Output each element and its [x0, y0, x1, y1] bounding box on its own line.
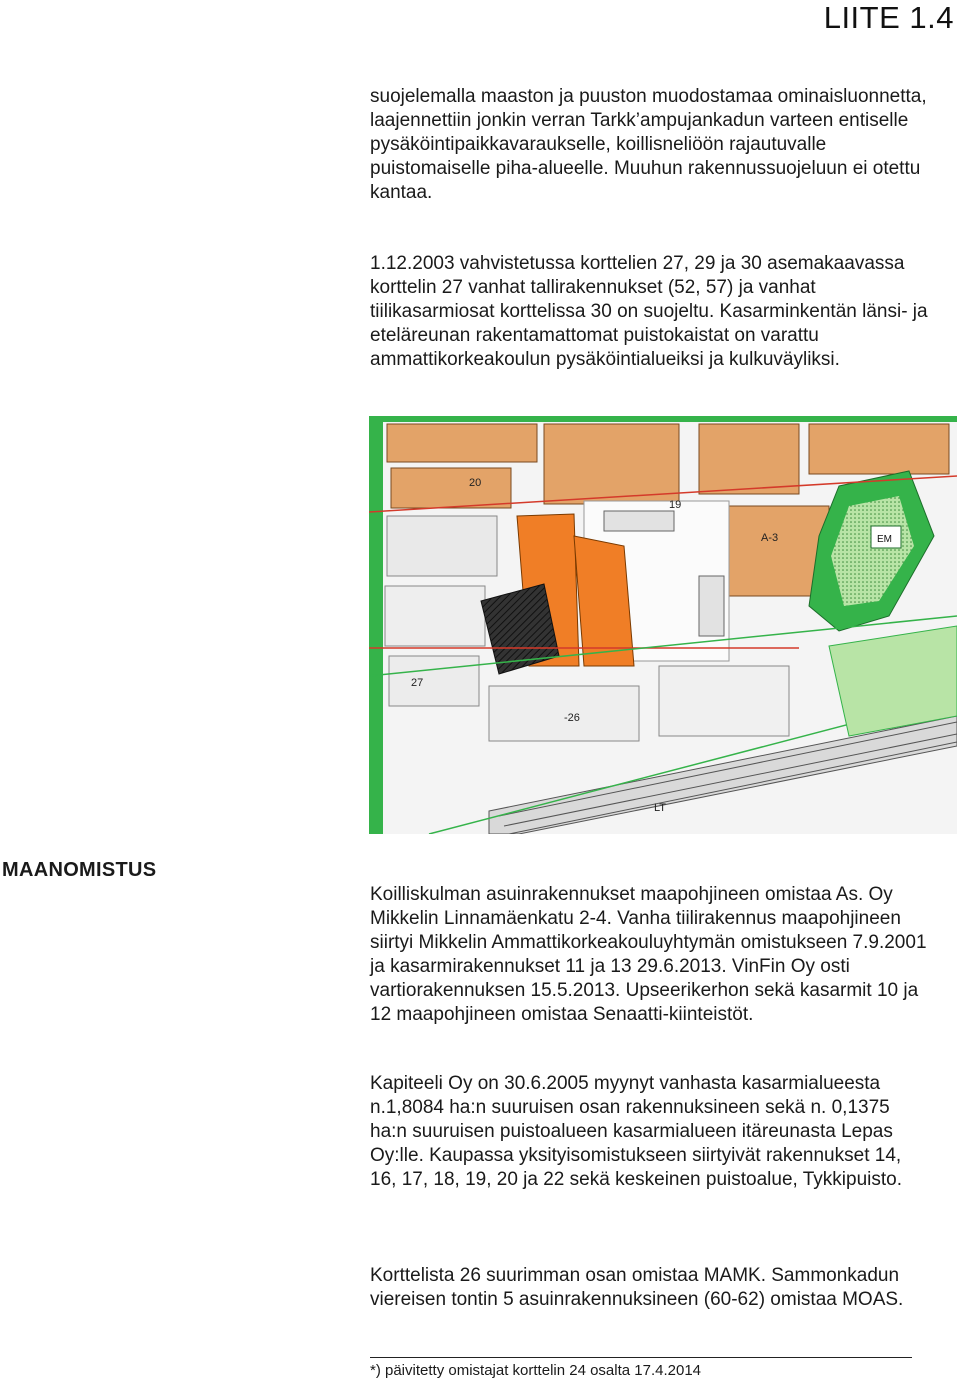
footnote-rule	[370, 1357, 912, 1358]
appendix-label: LIITE 1.4	[823, 0, 954, 35]
map-label-em: EM	[877, 534, 892, 545]
ownership-paragraph-1: Koilliskulman asuinrakennukset maapohjineen omistaa As. Oy Mikkelin Linnamäenkatu 2-4. Vanha tiilirakennus maapohjineen siirtyi Mikkelin Ammattikorkeakouluyhtymän omistukseen 7.9.2001 ja kasarmirakennukset 11 ja 13 29.6.2013. VinFin Oy osti vartiorakennuksen 15.5.2013. Upseerikerhon sekä kasarmit 10 ja 12 maapohjineen omistaa Senaatti-kiinteistöt.	[370, 884, 927, 1025]
barracks-1	[604, 511, 674, 531]
zoning-map	[369, 416, 957, 834]
park-strip-top	[369, 416, 957, 422]
map-label-lt: LT	[654, 802, 667, 814]
block-top-middle	[544, 424, 679, 504]
block-top-right-a	[699, 424, 799, 494]
map-label-26: -26	[564, 712, 580, 724]
park-strip-left	[369, 416, 383, 834]
map-label-20: 20	[469, 477, 482, 489]
park-lower-right	[829, 626, 957, 736]
ownership-paragraph-2: Kapiteeli Oy on 30.6.2005 myynyt vanhasta kasarmialueesta n.1,8084 ha:n suuruisen osan rakennuksineen sekä n. 0,1375 ha:n suuruisen puistoalueen kasarmialueen itäreunasta Lepas Oy:lle. Kaupassa yksityisomistukseen siirtyivät rakennukset 14, 16, 17, 18, 19, 20 ja 22 sekä keskeinen puistoalue, Tykkipuisto.	[370, 1073, 902, 1190]
intro-paragraph-1: suojelemalla maaston ja puuston muodostamaa ominaisluonnetta, laajennettiin jonkin verran Tarkk’ampujankadun varteen entiselle pysäköintipaikkavaraukselle, koillisneliöön rajautuvalle puistomaiselle piha-alueelle. Muuhun rakennussuojeluun ei otettu kantaa.	[370, 86, 927, 203]
block-left-mid	[387, 516, 497, 576]
footnote: *) päivitetty omistajat korttelin 24 osalta 17.4.2014	[370, 1362, 702, 1379]
ownership-paragraph-3: Korttelista 26 suurimman osan omistaa MAMK. Sammonkadun viereisen tontin 5 asuinrakennuksineen (60-62) omistaa MOAS.	[370, 1265, 904, 1310]
map-label-27: 27	[411, 677, 424, 689]
block-20	[391, 468, 511, 508]
section-heading-maanomistus: MAANOMISTUS	[2, 859, 157, 881]
block-lower-mid	[659, 666, 789, 736]
block-left-lower	[385, 586, 485, 646]
block-top-right-b	[809, 424, 949, 474]
map-label-a3: A-3	[761, 532, 779, 544]
block-bright-east	[574, 536, 634, 666]
block-top-left	[387, 424, 537, 462]
zoning-map-graphic	[369, 416, 957, 834]
block-lower-left-a	[389, 656, 479, 706]
barracks-2	[699, 576, 724, 636]
map-label-19: 19	[669, 499, 682, 511]
intro-paragraph-2: 1.12.2003 vahvistetussa korttelien 27, 29 ja 30 asemakaavassa korttelin 27 vanhat tallirakennukset (52, 57) ja vanhat tiilikasarmiosat korttelissa 30 on suojeltu. Kasarminkentän länsi- ja eteläreunan rakentamattomat puistokaistat on varattu ammattikorkeakoulun pysäköintialueiksi ja kulkuväyliksi.	[370, 253, 928, 370]
